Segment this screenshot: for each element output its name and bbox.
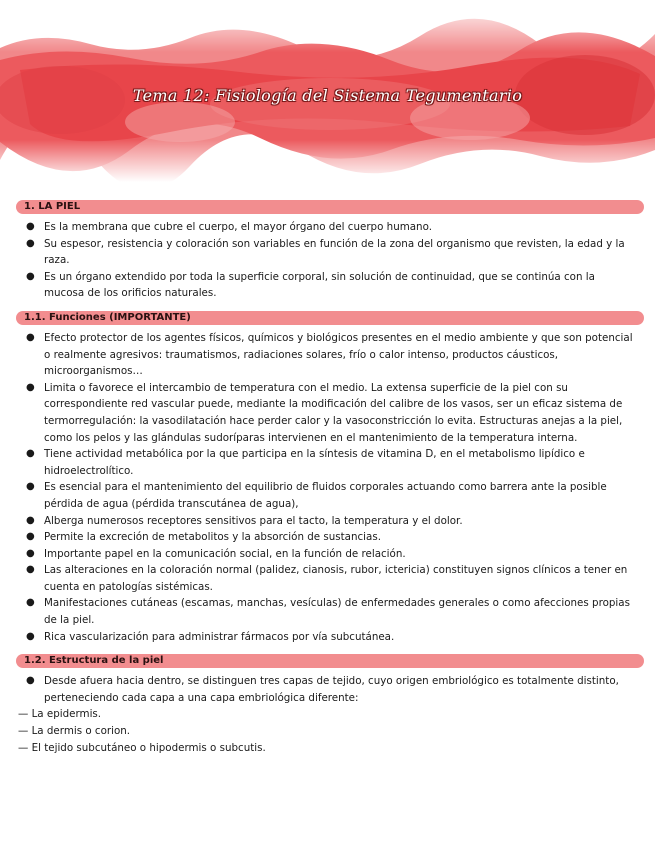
list-item: ● Es un órgano extendido por toda la superficie corporal, sin solución de continuidad, que se continúa con la mucosa de los orificios naturales. <box>26 270 595 300</box>
bullet-icon: ● <box>26 630 35 642</box>
section-heading: 1. LA PIEL <box>16 200 644 214</box>
document-body <box>16 200 644 756</box>
list-item: ● Importante papel en la comunicación social, en la función de relación. <box>16 546 644 563</box>
bullet-list <box>16 219 644 302</box>
list-item: ● Desde afuera hacia dentro, se distinguen tres capas de tejido, cuyo origen embriológico es totalmente distinto, perteneciendo cada capa a una capa embriológica diferente: <box>26 675 619 704</box>
bullet-icon: ● <box>26 481 35 493</box>
dash-list-item: — La dermis o corion. <box>18 725 131 738</box>
list-item: ● Alberga numerosos receptores sensitivos para el tacto, la temperatura y el dolor. <box>16 513 644 530</box>
bullet-icon: ● <box>26 547 35 559</box>
bullet-icon: ● <box>26 675 35 687</box>
page-title: Tema 12: Fisiología del Sistema Tegumentario <box>132 86 523 105</box>
list-item: ● Limita o favorece el intercambio de temperatura con el medio. La extensa superficie de la piel con su correspondiente red vascular puede, mediante la modificación del calibre de los vasos, ser un eficaz sistema de termorregulación: la vasodilatación hace perder calor y la vasoconstricción lo evita. Estructuras anejas a la piel, como los pelos y las glándulas sudoríparas intervienen en el mantenimiento de la temperatura interna. <box>26 381 623 444</box>
list-item: ● Tiene actividad metabólica por la que participa en la síntesis de vitamina D, en el metabolismo lipídico e hidroelectrolítico. <box>26 448 585 477</box>
list-item: ● Rica vascularización para administrar fármacos por vía subcutánea. <box>16 629 644 646</box>
bullet-icon: ● <box>26 237 35 249</box>
bullet-icon: ● <box>26 514 35 526</box>
list-item: ● Las alteraciones en la coloración normal (palidez, cianosis, rubor, ictericia) constituyen signos clínicos a tener en cuenta en patologías sistémicas. <box>26 564 628 593</box>
bullet-icon: ● <box>26 221 35 232</box>
bullet-icon: ● <box>26 270 35 282</box>
bullet-list <box>16 673 644 706</box>
dash-list-item: — El tejido subcutáneo o hipodermis o subcutis. <box>18 741 266 754</box>
bullet-icon: ● <box>26 564 35 576</box>
bullet-icon: ● <box>26 381 35 393</box>
header-banner <box>0 0 655 182</box>
bullet-icon: ● <box>26 448 35 460</box>
section-heading: 1.1. Funciones (IMPORTANTE) <box>16 311 644 325</box>
bullet-list <box>16 330 644 645</box>
list-item: ● Efecto protector de los agentes físicos, químicos y biológicos presentes en el medio ambiente y que son potencial o realmente agresivos: traumatismos, radiaciones solares, frío o calor intenso, productos cáusticos, microorganismos… <box>26 331 633 378</box>
list-item: ● Permite la excreción de metabolitos y la absorción de sustancias. <box>16 529 644 546</box>
list-item: ● Manifestaciones cutáneas (escamas, manchas, vesículas) de enfermedades generales o como afecciones propias de la piel. <box>26 597 630 627</box>
list-item: ● Es la membrana que cubre el cuerpo, el mayor órgano del cuerpo humano. <box>16 219 644 236</box>
dash-list-item: — La epidermis. <box>18 708 102 721</box>
section-heading: 1.2. Estructura de la piel <box>16 654 644 668</box>
bullet-icon: ● <box>26 531 35 543</box>
list-item: ● Es esencial para el mantenimiento del equilibrio de fluidos corporales actuando como barrera ante la posible pérdida de agua (pérdida transcutánea de agua), <box>26 481 607 510</box>
bullet-icon: ● <box>26 597 35 609</box>
bullet-icon: ● <box>26 331 35 343</box>
list-item: ● Su espesor, resistencia y coloración son variables en función de la zona del organismo que revisten, la edad y la raza. <box>26 237 625 267</box>
